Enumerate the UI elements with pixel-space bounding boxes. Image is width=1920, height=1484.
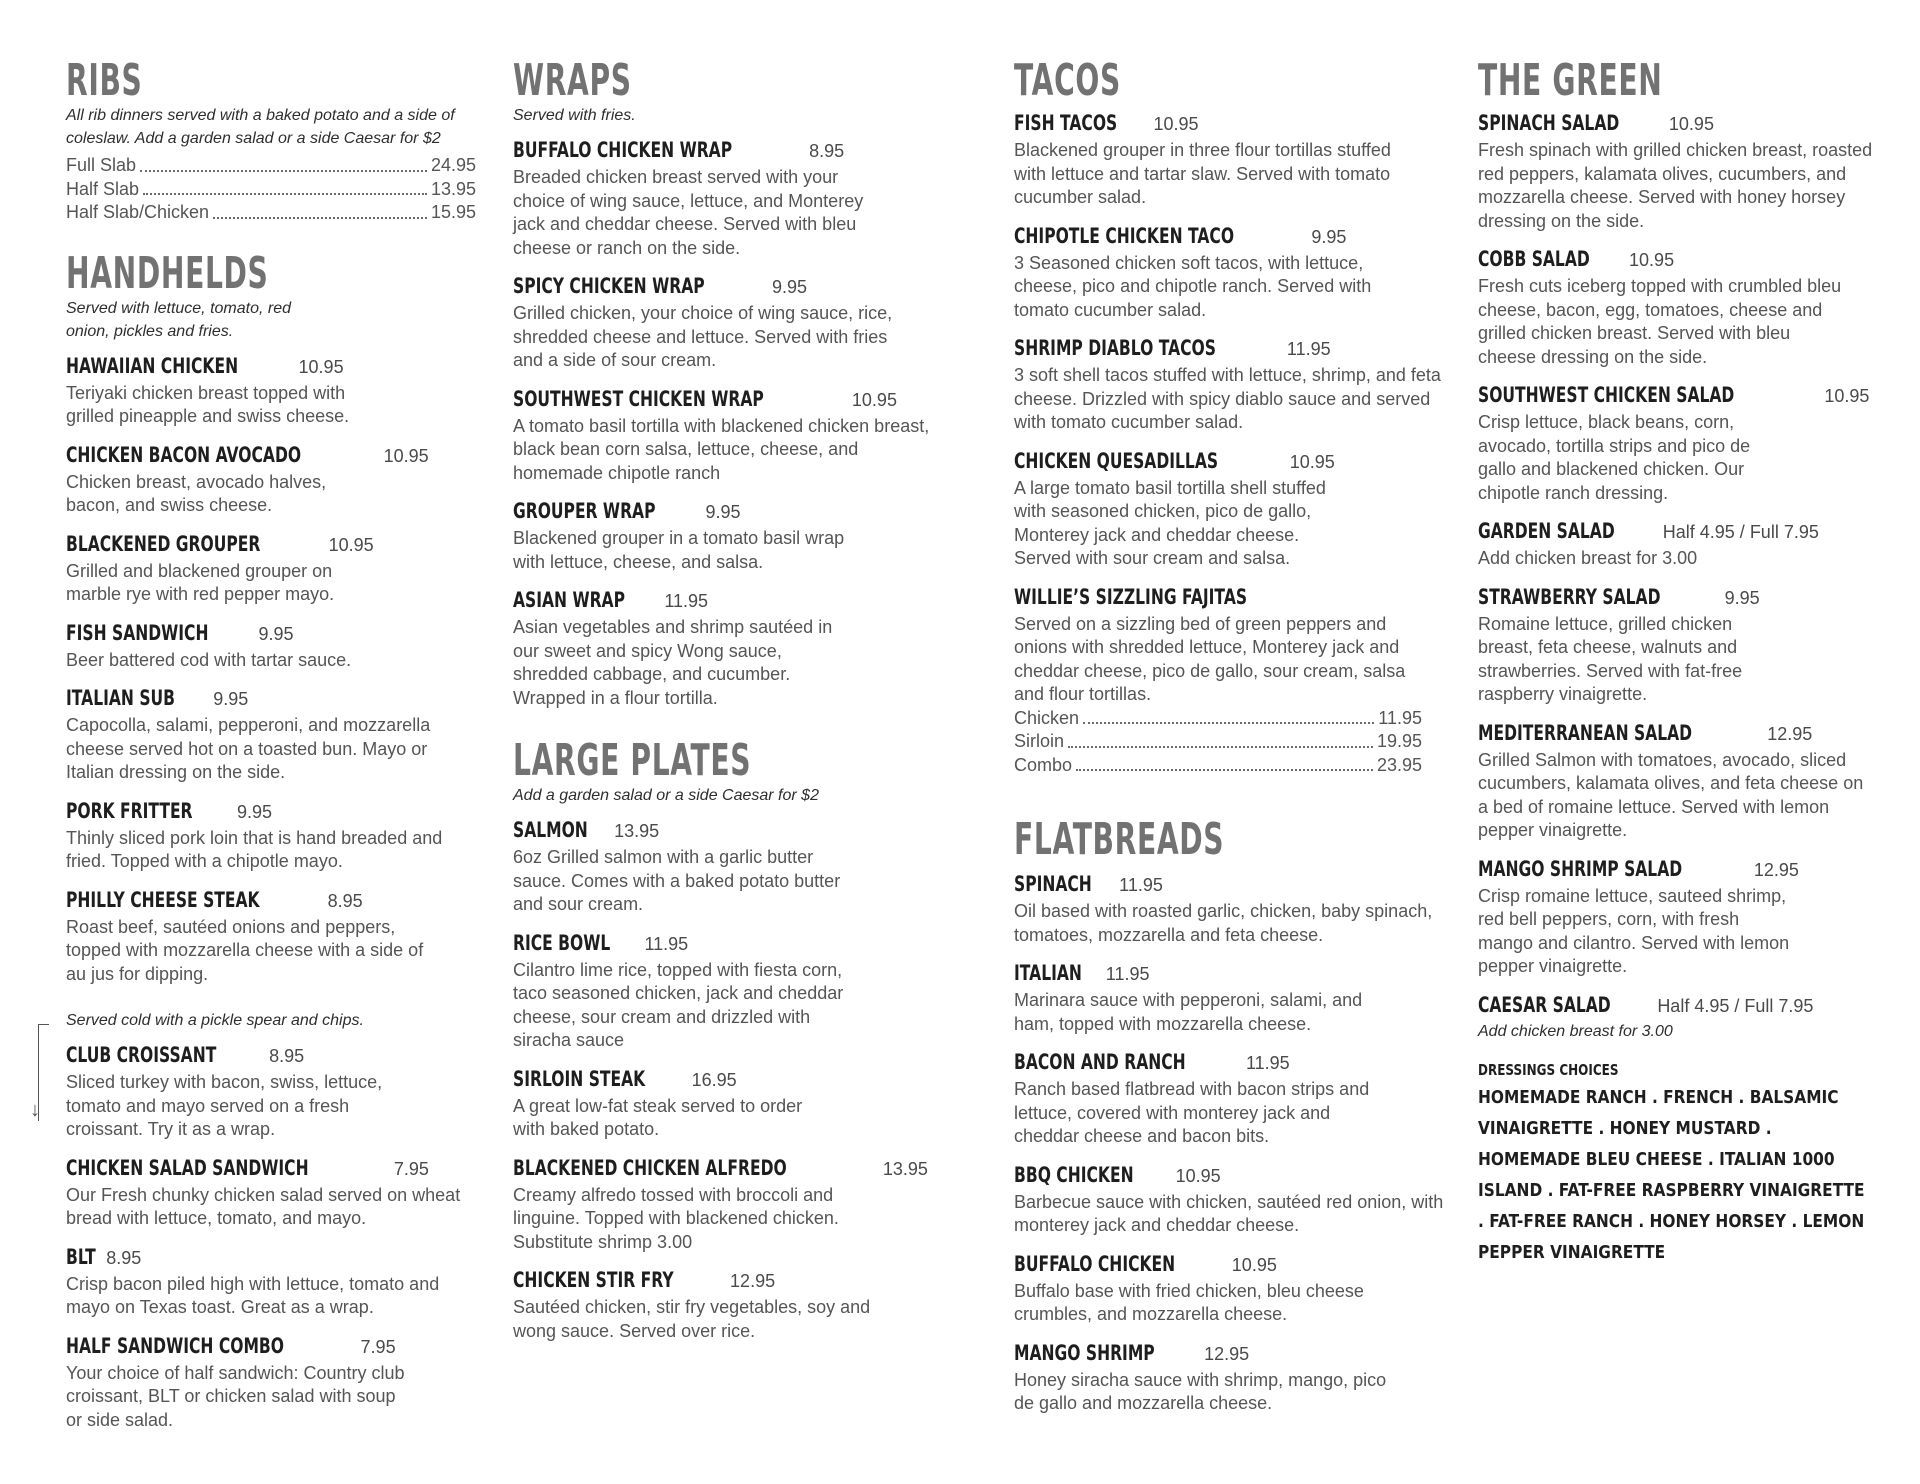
menu-item: SPICY CHICKEN WRAP 9.95 Grilled chicken, your choice of wing sauce, rice, shredded cheese and lettuce. Served with fries and a side of sour cream. <box>513 274 893 370</box>
down-arrow-icon: ↓ <box>30 1099 40 1121</box>
menu-item: FISH TACOS 10.95 Blackened grouper in three flour tortillas stuffed with lettuce and tartar slaw. Served with tomato cucumber salad. <box>1014 111 1391 207</box>
menu-item: CHICKEN SALAD SANDWICH 7.95 Our Fresh chunky chicken salad served on wheat bread with lettuce, tomato, and mayo. <box>66 1155 461 1228</box>
large-plates-title: LARGE PLATES <box>513 735 752 786</box>
menu-item: BBQ CHICKEN 10.95 Barbecue sauce with chicken, sautéed red onion, with monterey jack and cheddar cheese. <box>1014 1162 1444 1235</box>
menu-item: PORK FRITTER 9.95 Thinly sliced pork loin that is hand breaded and fried. Topped with a chipotle mayo. <box>66 798 443 871</box>
menu-item: CHICKEN BACON AVOCADO 10.95 Chicken breast, avocado halves, bacon, and swiss cheese. <box>66 442 429 515</box>
handhelds-note: Served with lettuce, tomato, red onion, pickles and fries. <box>66 299 291 340</box>
dressings-title: DRESSINGS CHOICES <box>1478 1060 1619 1079</box>
menu-item: GARDEN SALAD Half 4.95 / Full 7.95 Add chicken breast for 3.00 <box>1478 519 1819 568</box>
menu-item: SPINACH SALAD 10.95 Fresh spinach with grilled chicken breast, roasted red peppers, kalamata olives, cucumbers, and mozzarella cheese. Served with honey horsey dressing on the side. <box>1478 111 1873 231</box>
menu-item: BUFFALO CHICKEN WRAP 8.95 Breaded chicken breast served with your choice of wing sauce, lettuce, and Monterey jack and cheddar cheese. Served with bleu cheese or ranch on the side. <box>513 138 864 258</box>
menu-item: BACON AND RANCH 11.95 Ranch based flatbread with bacon strips and lettuce, covered with monterey jack and cheddar cheese and bacon bits. <box>1014 1050 1370 1146</box>
menu-item: SPINACH 11.95 Oil based with roasted garlic, chicken, baby spinach, tomatoes, mozzarella and feta cheese. <box>1014 872 1433 945</box>
menu-item: BLACKENED GROUPER 10.95 Grilled and blackened grouper on marble rye with red pepper mayo. <box>66 531 374 604</box>
menu-item: CHIPOTLE CHICKEN TACO 9.95 3 Seasoned chicken soft tacos, with lettuce, cheese, pico and chipotle ranch. Served with tomato cucumber salad. <box>1014 223 1372 320</box>
column-2 <box>513 55 938 1356</box>
menu-item: BLT 8.95 Crisp bacon piled high with lettuce, tomato and mayo on Texas toast. Great as a wrap. <box>66 1244 440 1317</box>
menu-item: MEDITERRANEAN SALAD 12.95 Grilled Salmon with tomatoes, avocado, sliced cucumbers, kalamata olives, and feta cheese on a bed of romaine lettuce. Served with lemon pepper vinaigrette. <box>1478 720 1864 840</box>
menu-item: MANGO SHRIMP 12.95 Honey siracha sauce with shrimp, mango, pico de gallo and mozzarella cheese. <box>1014 1340 1387 1413</box>
menu-item: GROUPER WRAP 9.95 Blackened grouper in a tomato basil wrap with lettuce, cheese, and salsa. <box>513 499 845 572</box>
menu-item: BLACKENED CHICKEN ALFREDO 13.95 Creamy alfredo tossed with broccoli and linguine. Topped with blackened chicken. Substitute shrimp 3.00 <box>513 1155 928 1252</box>
column-4 <box>1478 55 1878 1269</box>
menu-item: ITALIAN SUB 9.95 Capocolla, salami, pepperoni, and mozzarella cheese served hot on a toasted bun. Mayo or Italian dressing on the side. <box>66 686 431 782</box>
column-1 <box>66 55 476 1445</box>
menu-item: SHRIMP DIABLO TACOS 11.95 3 soft shell tacos stuffed with lettuce, shrimp, and feta cheese. Drizzled with spicy diablo sauce and served with tomato cucumber salad. <box>1014 336 1441 432</box>
menu-item: COBB SALAD 10.95 Fresh cuts iceberg topped with crumbled bleu cheese, bacon, egg, tomatoes, cheese and grilled chicken breast. Served with bleu cheese dressing on the side. <box>1478 247 1842 367</box>
tacos-title: TACOS <box>1014 55 1121 106</box>
column-3 <box>1014 55 1446 1429</box>
menu-item: HAWAIIAN CHICKEN 10.95 Teriyaki chicken breast topped with grilled pineapple and swiss cheese. <box>66 353 350 426</box>
menu-item: FISH SANDWICH 9.95 Beer battered cod with tartar sauce. <box>66 620 352 670</box>
price-line: Sirloin 19.95 <box>1014 731 1422 751</box>
menu-item-caesar: CAESAR SALAD Half 4.95 / Full 7.95 Add chicken breast for 3.00 <box>1478 992 1814 1040</box>
the-green-title: THE GREEN <box>1478 55 1663 106</box>
handhelds-title: HANDHELDS <box>66 247 269 299</box>
menu-item: SIRLOIN STEAK 16.95 A great low-fat steak served to order with baked potato. <box>513 1066 803 1139</box>
menu-item: ITALIAN 11.95 Marinara sauce with pepperoni, salami, and ham, topped with mozzarella cheese. <box>1014 961 1363 1034</box>
price-line: Chicken 11.95 <box>1014 707 1422 728</box>
wraps-title: WRAPS <box>513 55 632 106</box>
menu-item: PHILLY CHEESE STEAK 8.95 Roast beef, sautéed onions and peppers, topped with mozzarella cheese with a side of au jus for dipping. <box>66 887 424 984</box>
cold-sandwich-note: Served cold with a pickle spear and chips. <box>66 1012 364 1029</box>
menu-item: SALMON 13.95 6oz Grilled salmon with a garlic butter sauce. Comes with a baked potato butter and sour cream. <box>513 818 841 914</box>
menu-item: BUFFALO CHICKEN 10.95 Buffalo base with fried chicken, bleu cheese crumbles, and mozzarella cheese. <box>1014 1251 1364 1324</box>
menu-item: CLUB CROISSANT 8.95 Sliced turkey with bacon, swiss, lettuce, tomato and mayo served on a fresh croissant. Try it as a wrap. <box>66 1043 383 1139</box>
menu-item-fajitas: WILLIE’S SIZZLING FAJITAS Served on a sizzling bed of green peppers and onions with shredded lettuce, Monterey jack and cheddar cheese, pico de gallo, sour cream, salsa and flour tortillas. Chicken 11.95 Sirloin 19.95 Combo 23.95 <box>1014 584 1446 778</box>
menu-item: ASIAN WRAP 11.95 Asian vegetables and shrimp sautéed in our sweet and spicy Wong sauce, shredded cabbage, and cucumber. Wrapped in a flour tortilla. <box>513 588 833 708</box>
flatbreads-title: FLATBREADS <box>1014 814 1225 865</box>
dressings-list: HOMEMADE RANCH . FRENCH . BALSAMIC VINAIGRETTE . HONEY MUSTARD . HOMEMADE BLEU CHEESE . ITALIAN 1000 ISLAND . FAT-FREE RASPBERRY VINAIGRETTE . FAT-FREE RANCH . HONEY HORSEY . LEMON PEPPER VINAIGRETTE <box>1478 1087 1865 1263</box>
ribs-note: All rib dinners served with a baked potato and a side of coleslaw. Add a garden salad or a side Caesar for $2 <box>66 107 455 147</box>
menu-item: CHICKEN STIR FRY 12.95 Sautéed chicken, stir fry vegetables, soy and wong sauce. Served over rice. <box>513 1268 871 1341</box>
menu-item: SOUTHWEST CHICKEN SALAD 10.95 Crisp lettuce, black beans, corn, avocado, tortilla strips and pico de gallo and blackened chicken. Our chipotle ranch dressing. <box>1478 383 1870 503</box>
menu-item: STRAWBERRY SALAD 9.95 Romaine lettuce, grilled chicken breast, feta cheese, walnuts and strawberries. Served with fat-free raspberry vinaigrette. <box>1478 584 1760 704</box>
menu-item: CHICKEN QUESADILLAS 10.95 A large tomato basil tortilla shell stuffed with seasoned chicken, pico de gallo, Monterey jack and cheddar cheese. Served with sour cream and salsa. <box>1014 448 1335 568</box>
price-line: Combo 23.95 <box>1014 754 1422 775</box>
menu-item: RICE BOWL 11.95 Cilantro lime rice, topped with fiesta corn, taco seasoned chicken, jack and cheddar cheese, sour cream and drizzled with siracha sauce <box>513 930 844 1050</box>
ribs-title: RIBS <box>66 55 143 106</box>
wraps-note: Served with fries. <box>513 107 636 124</box>
ribs-price-list <box>66 154 476 225</box>
menu-item: HALF SANDWICH COMBO 7.95 Your choice of half sandwich: Country club croissant, BLT or chicken salad with soup or side salad. <box>66 1333 405 1430</box>
menu-item: MANGO SHRIMP SALAD 12.95 Crisp romaine lettuce, sauteed shrimp, red bell peppers, corn, with fresh mango and cilantro. Served with lemon pepper vinaigrette. <box>1478 856 1799 976</box>
large-plates-note: Add a garden salad or a side Caesar for $2 <box>513 787 819 804</box>
price-line: Half Slab/Chicken 15.95 <box>66 202 476 222</box>
menu-item: SOUTHWEST CHICKEN WRAP 10.95 A tomato basil tortilla with blackened chicken breast, black bean corn salsa, lettuce, cheese, and homemade chipotle ranch <box>513 386 930 483</box>
price-line: Half Slab 13.95 <box>66 178 476 199</box>
price-line: Full Slab 24.95 <box>66 155 476 175</box>
